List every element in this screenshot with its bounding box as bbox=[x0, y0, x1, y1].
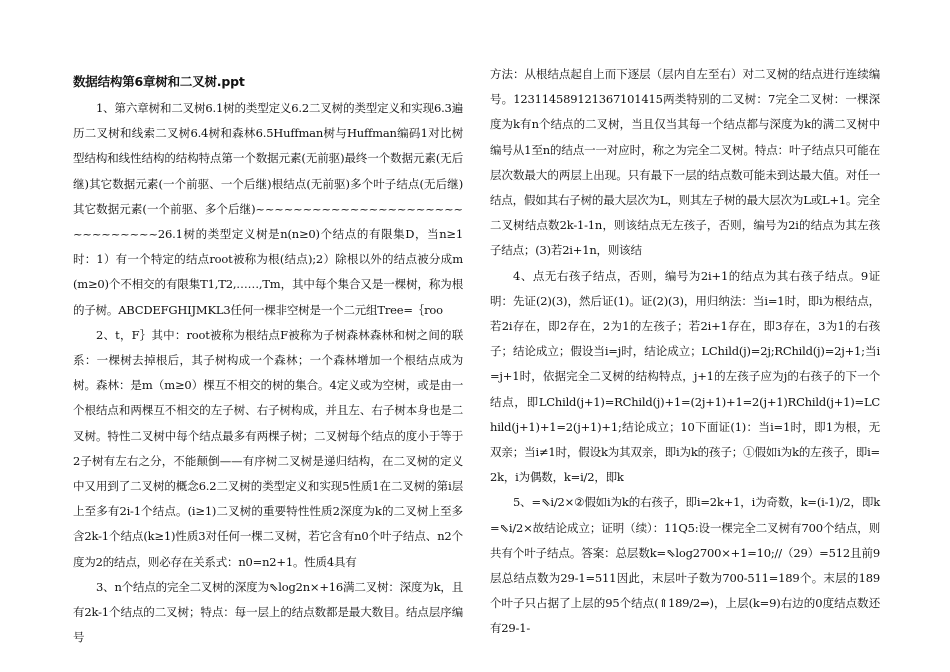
document-title: 数据结构第6章树和二叉树.ppt bbox=[73, 74, 245, 89]
left-column bbox=[73, 72, 463, 650]
paragraph-3-continued: 方法：从根结点起自上而下逐层（层内自左至右）对二叉树的结点进行连续编号。12311458912136710141​5两类特别的二叉树：7完全二叉树：一棵深度为k有n个结点的二叉树，当且仅当其每一个结点都与深度为k的满二叉树中编号从1至n的结点一一对应时，称之为完全二叉树。特点：叶子结点只可能在层次数最大的两层上出现。只有最下一层的结点数可能未到达最大值。对任一结点，假如其右子树的最大层次为L，则其左子树的最大层次为L或L+1。完全二叉树结点数2k-1-1n，则该结点无左孩子，否则，编号为2i的结点为其左孩子结点；(3)若2i+1n，则该结 bbox=[490, 67, 880, 258]
paragraph-2: 2、t，F｝其中：root被称为根结点F被称为子树森林森林和树之间的联系：一棵树去掉根后，其子树构成一个森林；一个森林增加一个根结点成为树。森林：是m（m≥0）棵互不相交的树的集合。4定义或为空树，或是由一个根结点和两棵互不相交的左子树、右子树构成，并且左、右子树本身也是二叉树。特性二叉树中每个结点最多有两棵子树；二叉树每个结点的度小于等于2子树有左右之分，不能颠倒——有序树二叉树是递归结构，在二叉树的定义中又用到了二叉树的概念6.2二叉树的类型定义和实现5性质1在二叉树的第i层上至多有2i-1个结点。(i≥1)二叉树的重要特性性质2深度为k的二叉树上至多含2k-1个结点(k≥1)性质3对任何一棵二叉树，若它含有n0个叶子结点、n2个度为2的结点，则必存在关系式：n0=n2+1。性质4具有 bbox=[73, 327, 463, 569]
paragraph-5: 5、=⇖i/2×②假如i为k的右孩子，即i=2k+1，i为奇数，k=(i-1)/2，即k=⇖i/2×故结论成立；证明（续）：11Q5:设一棵完全二叉树有700个结点，则共有个叶子结点。答案：总层数k=⇖log2700×+1=10;//（29）=512且前9层总结点数为29-1=511因此，末层叶子数为700-511=189个。末层的189个叶子只占据了上层的95个结点(⇑189/2⇒)，上层(k=9)右边的0度结点数还有29-1- bbox=[490, 495, 880, 636]
paragraph-1: 1、第六章树和二叉树6.1树的类型定义6.2二叉树的类型定义和实现6.3遍历二叉树和线索二叉树6.4树和森林6.5Huffman树与Huffman编码1对比树型结构和线性结构的结构特点第一个数据元素(无前驱)最终一个数据元素(无后继)其它数据元素(一个前驱、一个后继)根结点(无前驱)多个叶子结点(无后继)其它数据元素(一个前驱、多个后继)~~~~~~~~~~~~~~~~~~~~~~~~~~~~~~~26.1树的类型定义树是n(n≥0)个结点的有限集D，当n≥1时：1）有一个特定的结点root被称为根(结点);2）除根以外的结点被分成m(m≥0)个不相交的有限集T1,T2,……,Tm，其中每个集合又是一棵树，称为根的子树。ABCDEFGHIJMKL3任何一棵非空树是一个二元组Tree=｛roo bbox=[73, 101, 463, 317]
right-column bbox=[490, 62, 880, 642]
paragraph-4: 4、点无右孩子结点，否则，编号为2i+1的结点为其右孩子结点。9证明：先证(2)(3)，然后证(1)。证(2)(3)，用归纳法：当i=1时，即i为根结点，若2i存在，即2存在，2为1的左孩子；若2i+1存在，即3存在，3为1的右孩子；结论成立；假设当i=j时，结论成立；LChild(j)=2j;RChild(j)=2j+1;当i=j+1时，依据完全二叉树的结构特点，j+1的左孩子应为j的右孩子的下一个结点，即LChild(j+1)=RChild(j)+1=(2j+1)+1=2(j+1)RChild(j+1)=LChild(j+1)+1=2(j+1)+1;结论成立；10下面证(1)：当i=1时，即1为根，无双亲；当i≠1时，假设k为其双亲，即i为k的孩子；①假如i为k的左孩子，即i=2k，i为偶数，k=i/2，即k bbox=[490, 268, 880, 485]
paragraph-3: 3、n个结点的完全二叉树的深度为⇖log2n×+16满二叉树：深度为k，且有2k-1个结点的二叉树；特点：每一层上的结点数都是最大数目。结点层序编号 bbox=[73, 579, 463, 645]
